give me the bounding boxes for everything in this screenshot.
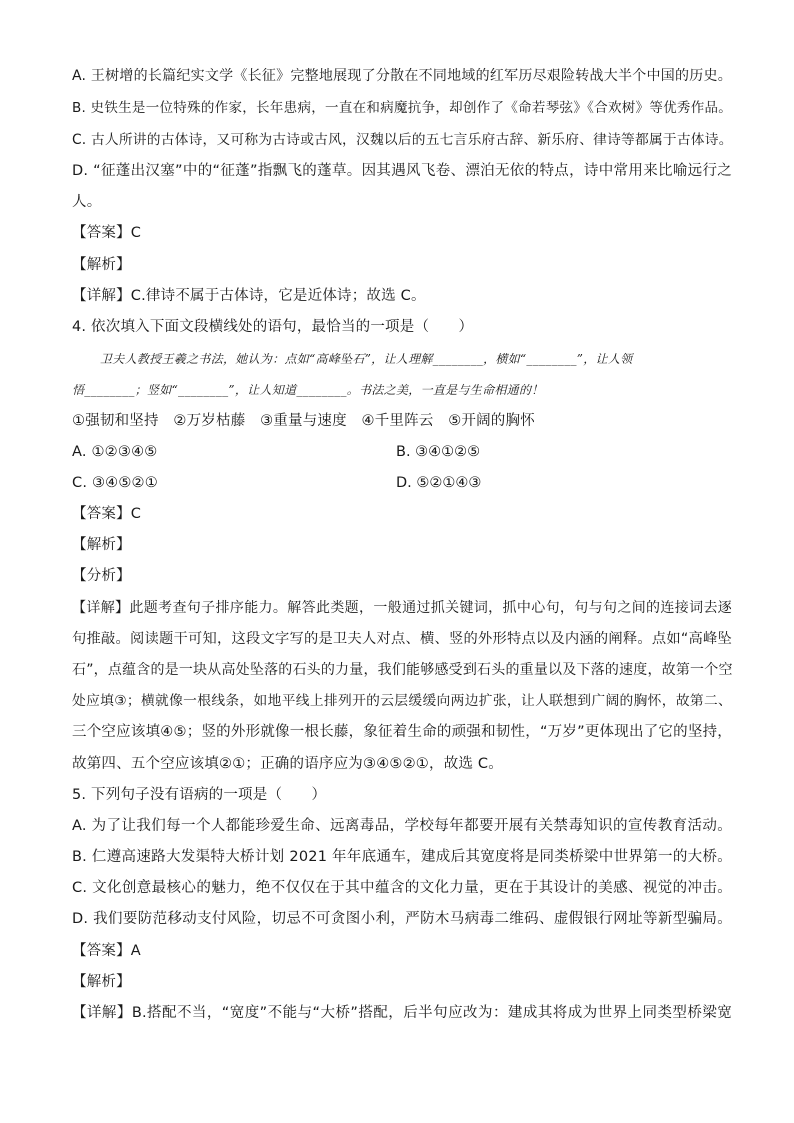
- q5-analysis-heading: 【解析】: [72, 974, 131, 990]
- q4-items: ①强韧和坚持 ②万岁枯藤 ③重量与速度 ④千里阵云 ⑤开阔的胸怀: [72, 413, 535, 429]
- q4-option-d: D. ⑤②①④③: [396, 475, 482, 491]
- q5-option-d: D. 我们要防范移动支付风险，切忌不可贪图小利，严防木马病毒二维码、虚假银行网址等新型骗局。: [72, 911, 732, 927]
- q5-option-b: B. 仁遵高速路大发渠特大桥计划 2021 年年底通车，建成后其宽度将是同类桥梁中世界第一的大桥。: [72, 849, 732, 865]
- q5-stem: 5. 下列句子没有语病的一项是（ ）: [72, 787, 327, 803]
- q3-detail: 【详解】C.律诗不属于古体诗，它是近体诗；故选 C。: [72, 288, 426, 304]
- q4-stem: 4. 依次填入下面文段横线处的语句，最恰当的一项是（ ）: [72, 319, 474, 335]
- q4-detail-line4: 处应填③；横就像一根线条，如地平线上排列开的云层缓缓向两边扩张，让人联想到广阔的胸怀，故第二、: [72, 693, 732, 709]
- q5-answer: 【答案】A: [72, 943, 141, 959]
- q4-detail-line1: 【详解】此题考查句子排序能力。解答此类题，一般通过抓关键词，抓中心句，句与句之间的连接词去逐: [72, 600, 732, 616]
- q4-fenxi-heading: 【分析】: [72, 568, 131, 584]
- q3-option-c: C. 古人所讲的古体诗，又可称为古诗或古风，汉魏以后的五七言乐府古辞、新乐府、律诗等都属于古体诗。: [72, 132, 733, 148]
- q5-option-a: A. 为了让我们每一个人都能珍爱生命、远离毒品，学校每年都要开展有关禁毒知识的宣传教育活动。: [72, 818, 732, 834]
- q4-detail-line6: 故第四、五个空应该填②①；正确的语序应为③④⑤②①，故选 C。: [72, 756, 503, 772]
- q3-answer: 【答案】C: [72, 225, 142, 241]
- q4-passage-line1: 卫夫人教授王羲之书法，她认为：点如“高峰坠石”，让人理解________，横如“________”，让人领: [100, 352, 633, 366]
- q4-option-c: C. ③④⑤②①: [72, 475, 158, 491]
- q3-option-b: B. 史铁生是一位特殊的作家，长年患病，一直在和病魔抗争，却创作了《命若琴弦》《合欢树》等优秀作品。: [72, 100, 732, 116]
- q4-answer: 【答案】C: [72, 506, 142, 522]
- q3-option-d-line2: 人。: [72, 194, 102, 210]
- q3-analysis-heading: 【解析】: [72, 257, 131, 273]
- q4-passage-line2: 悟________；竖如“________”，让人知道________。书法之美，一直是与生命相通的！: [72, 383, 544, 397]
- q5-option-c: C. 文化创意最核心的魅力，绝不仅仅在于其中蕴含的文化力量，更在于其设计的美感、视觉的冲击。: [72, 880, 732, 896]
- q4-detail-line2: 句推敲。阅读题干可知，这段文字写的是卫夫人对点、横、竖的外形特点以及内涵的阐释。点如“高峰坠: [72, 631, 732, 647]
- q3-option-d-line1: D. “征蓬出汉塞”中的“征蓬”指飘飞的蓬草。因其遇风飞卷、漂泊无依的特点，诗中常用来比喻远行之: [72, 163, 732, 179]
- q4-option-a: A. ①②③④⑤: [72, 444, 158, 460]
- q4-option-b: B. ③④①②⑤: [396, 444, 481, 460]
- q4-detail-line5: 三个空应该填④⑤；竖的外形就像一根长藤，象征着生命的顽强和韧性，“万岁”更体现出了它的坚持，: [72, 724, 732, 740]
- q5-detail: 【详解】B.搭配不当，“宽度”不能与“大桥”搭配，后半句应改为：建成其将成为世界上同类型桥梁宽: [72, 1005, 732, 1021]
- q3-option-a: A. 王树增的长篇纪实文学《长征》完整地展现了分散在不同地域的红军历尽艰险转战大半个中国的历史。: [72, 68, 732, 84]
- q4-detail-line3: 石”，点蕴含的是一块从高处坠落的石头的力量，我们能够感受到石头的重量以及下落的速度，故第一个空: [72, 662, 733, 678]
- q4-analysis-heading: 【解析】: [72, 537, 131, 553]
